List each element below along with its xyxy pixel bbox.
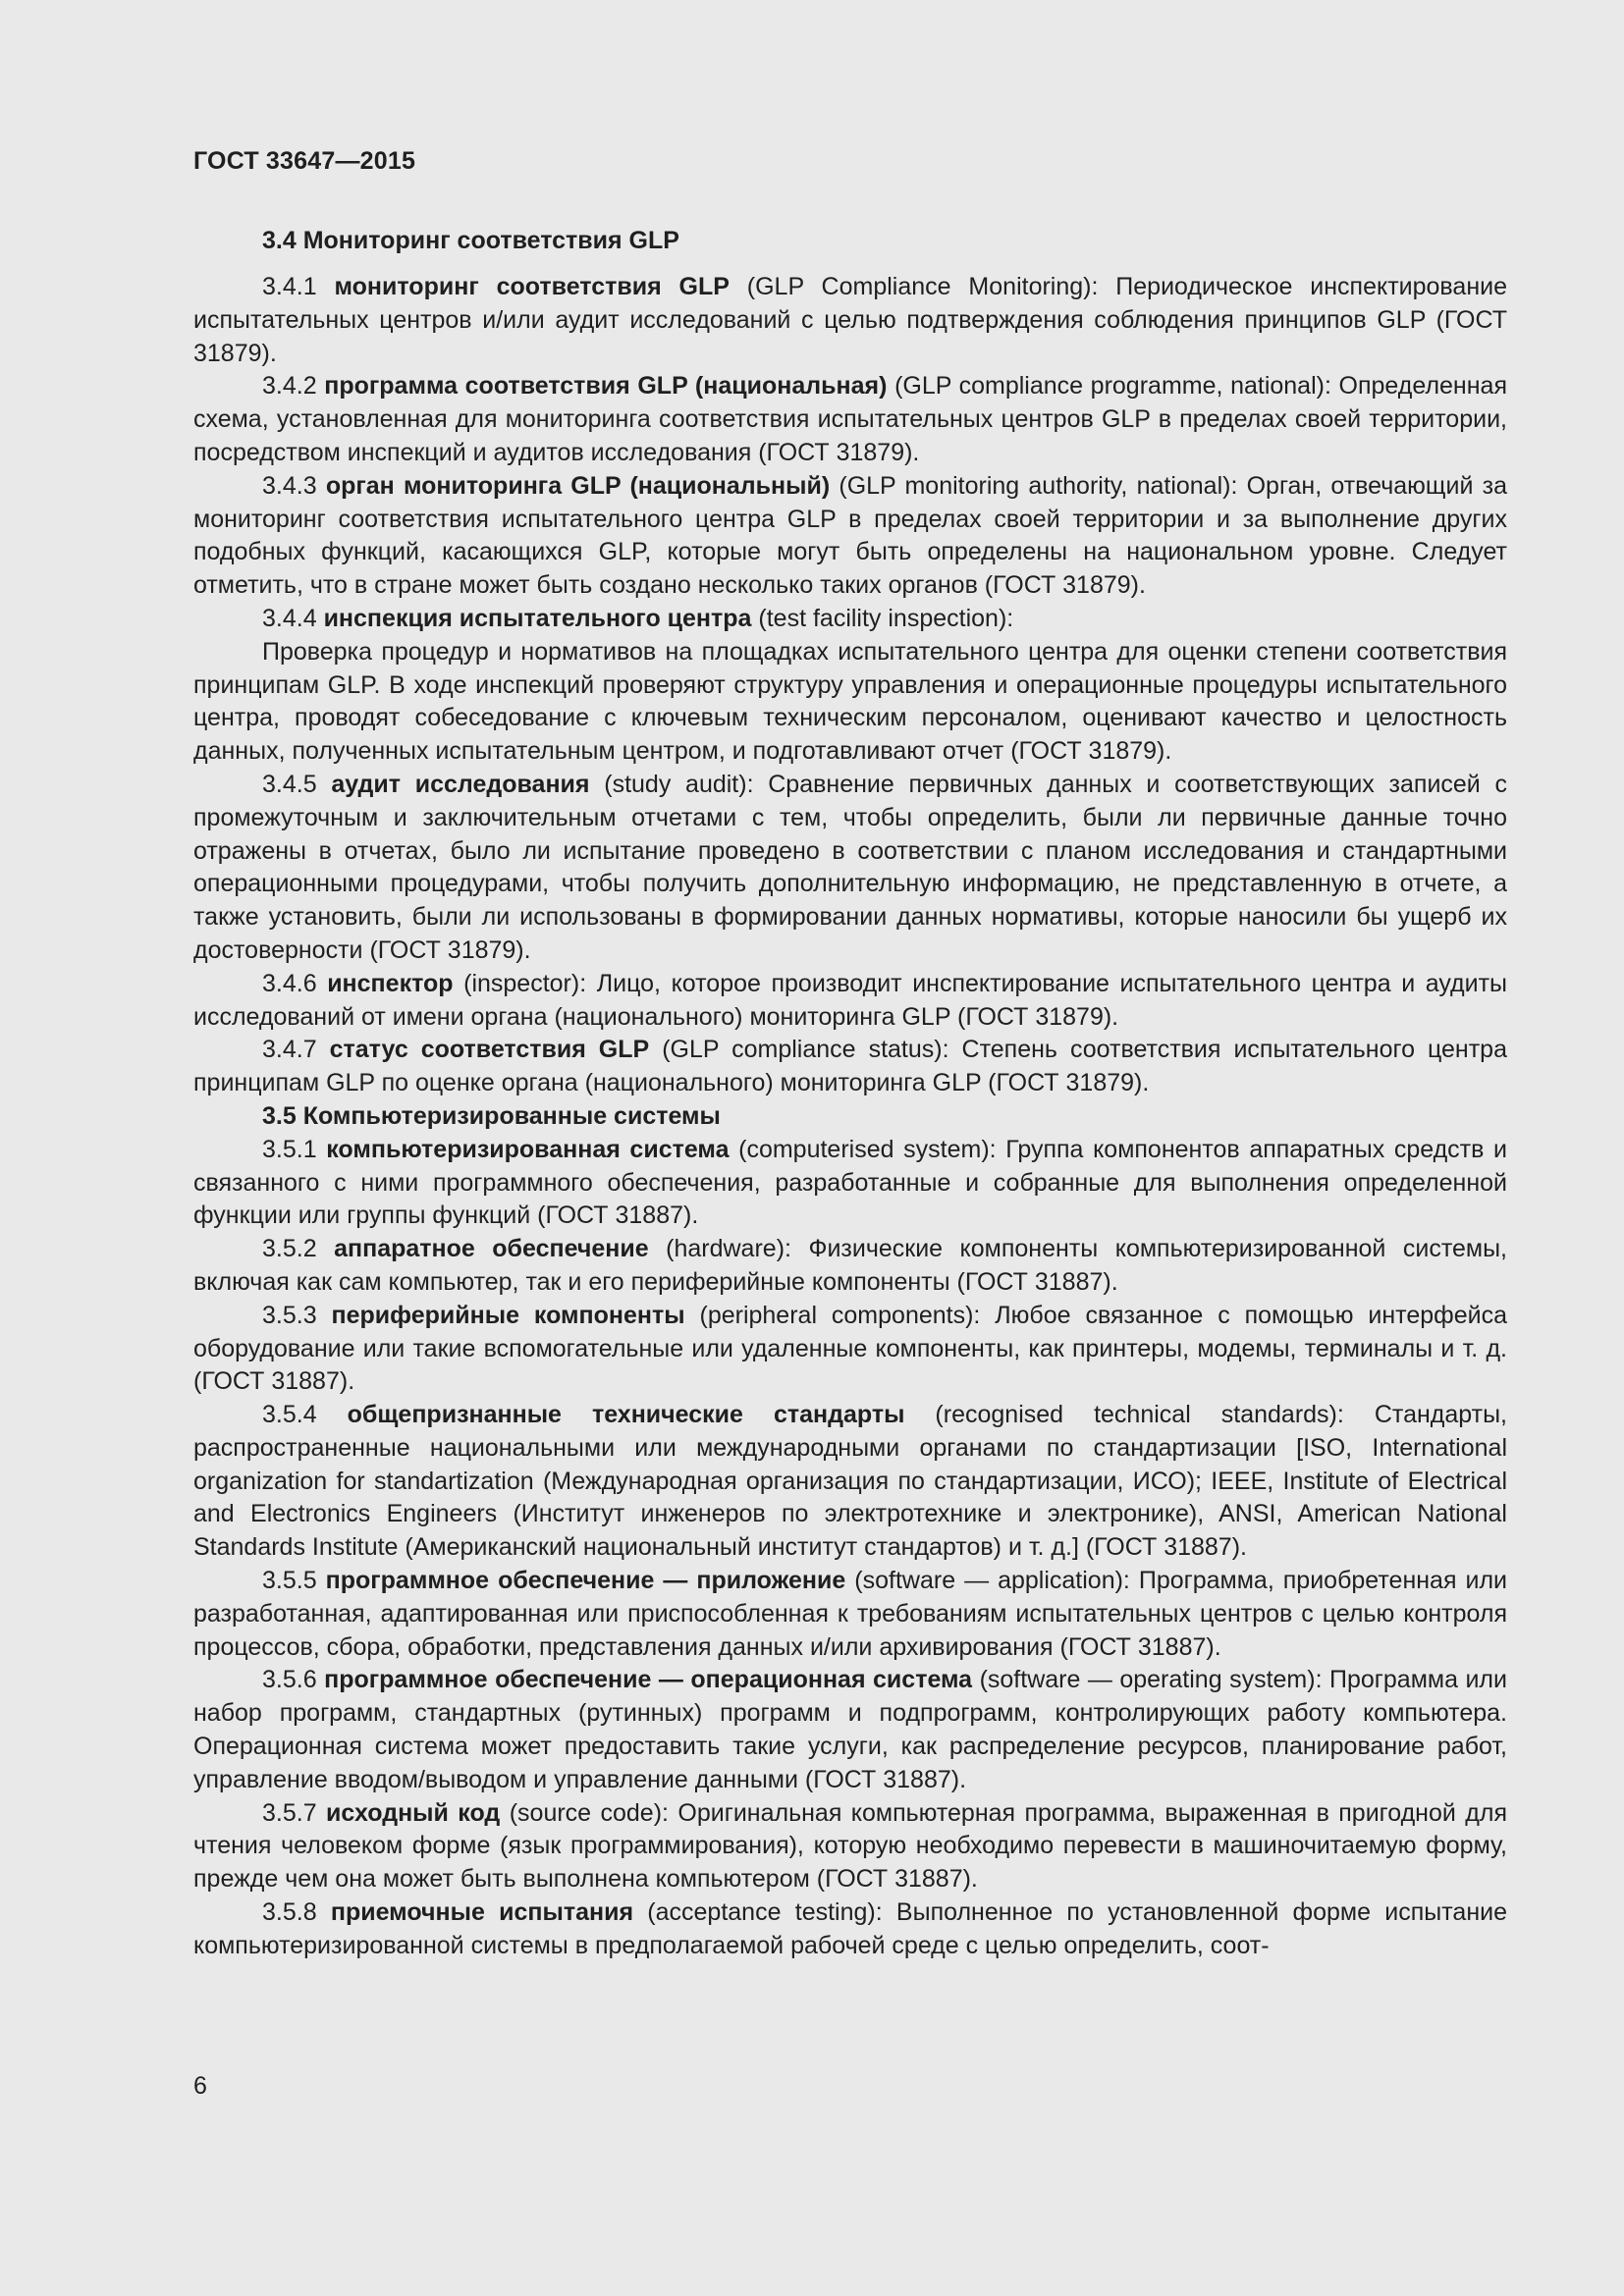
clause-3-5-4 bbox=[193, 1399, 1507, 1565]
clause-3-4-6 bbox=[193, 968, 1507, 1035]
page-number: 6 bbox=[193, 2072, 207, 2100]
clause-number: 3.4.3 bbox=[262, 471, 326, 500]
clause-text: (source code): Оригинальная компьютерная программа, выраженная в пригодной для чтения человеком форме (язык программирования), которую необходимо перевести в машиночитаемую форму, прежде чем она может быть выполнена компьютером (ГОСТ 31887). bbox=[193, 1798, 1507, 1894]
clause-term: инспектор bbox=[327, 969, 454, 997]
clause-number: 3.4.5 bbox=[262, 770, 332, 798]
clause-3-5-8 bbox=[193, 1896, 1507, 1963]
clause-3-4-1 bbox=[193, 271, 1507, 370]
section-3-5-title: 3.5 Компьютеризированные системы bbox=[262, 1101, 721, 1130]
document-header: ГОСТ 33647—2015 bbox=[193, 147, 416, 175]
clause-number: 3.4.2 bbox=[262, 372, 325, 400]
clause-term: компьютеризированная система bbox=[326, 1135, 730, 1163]
clause-number: 3.5.8 bbox=[262, 1898, 331, 1927]
clause-3-4-4 bbox=[193, 603, 1507, 636]
clause-term: исходный код bbox=[326, 1798, 501, 1827]
document-body bbox=[193, 271, 1507, 1963]
clause-3-4-5 bbox=[193, 769, 1507, 968]
clause-3-5-3 bbox=[193, 1300, 1507, 1399]
clause-3-5-6 bbox=[193, 1664, 1507, 1796]
clause-3-4-7 bbox=[193, 1034, 1507, 1100]
clause-text: (GLP compliance status): Степень соответствия испытательного центра принципам GLP по оценке органа (национального) мониторинга GLP (ГОСТ 31879). bbox=[193, 1036, 1507, 1097]
clause-text: (GLP Compliance Monitoring): Периодическое инспектирование испытательных центров и/или аудит исследований с целью подтверждения соблюдения принципов GLP (ГОСТ 31879). bbox=[193, 273, 1507, 367]
clause-term: инспекция испытательного центра bbox=[323, 604, 752, 632]
clause-number: 3.4.7 bbox=[262, 1036, 330, 1064]
clause-term: периферийные компоненты bbox=[331, 1301, 685, 1329]
clause-text: (computerised system): Группа компонентов аппаратных средств и связанного с ними программного обеспечения, разработанные и собранные для выполнения определенной функции или группы функций (ГОСТ 31887). bbox=[193, 1135, 1507, 1230]
clause-3-5-7 bbox=[193, 1797, 1507, 1896]
clause-number: 3.5.6 bbox=[262, 1666, 325, 1694]
clause-text: (peripheral components): Любое связанное с помощью интерфейса оборудование или такие вспомогательные или удаленные компоненты, как принтеры, модемы, терминалы и т. д. (ГОСТ 31887). bbox=[193, 1301, 1507, 1396]
clause-number: 3.5.3 bbox=[262, 1301, 332, 1329]
clause-text: (inspector): Лицо, которое производит инспектирование испытательного центра и аудиты исследований от имени органа (национального) мониторинга GLP (ГОСТ 31879). bbox=[193, 969, 1507, 1031]
section-3-4-title: 3.4 Мониторинг соответствия GLP bbox=[262, 227, 679, 254]
clause-3-4-4-continuation: Проверка процедур и нормативов на площадках испытательного центра для оценки степени соответствия принципам GLP. В ходе инспекций проверяют структуру управления и операционные процедуры испытательного центра, проводят собеседование с ключевым техническим персоналом, оценивают качество и целостность данных, полученных испытательным центром, и подготавливают отчет (ГОСТ 31879). bbox=[193, 637, 1507, 766]
clause-text: (software — application): Программа, приобретенная или разработанная, адаптированная или приспособленная к требованиям испытательных центров с целью контроля процессов, сбора, обработки, представления данных и/или архивирования (ГОСТ 31887). bbox=[193, 1567, 1507, 1661]
clause-term: общепризнанные технические стандарты bbox=[347, 1401, 905, 1429]
clause-term: программное обеспечение — операционная система bbox=[324, 1666, 973, 1694]
clause-term: аппаратное обеспечение bbox=[334, 1235, 649, 1263]
clause-number: 3.5.4 bbox=[262, 1401, 348, 1429]
clause-number: 3.4.6 bbox=[262, 969, 328, 997]
clause-number: 3.5.5 bbox=[262, 1567, 326, 1595]
clause-term: приемочные испытания bbox=[330, 1898, 634, 1927]
clause-text: (recognised technical standards): Стандарты, распространенные национальными или международными органами по стандартизации [ISO, International organization for standartization (Международная организация по стандартизации, ИСО); IEEE, Institute of Electrical and Electronics Engineers (Институт инженеров по электротехнике и электронике), ANSI, American National Standards Institute (Американский национальный институт стандартов) и т. д.] (ГОСТ 31887). bbox=[193, 1401, 1507, 1562]
clause-number: 3.4.1 bbox=[262, 273, 335, 300]
clause-text: (GLP monitoring authority, national): Орган, отвечающий за мониторинг соответствия испытательного центра GLP в пределах своей территории и за выполнение других подобных функций, касающихся GLP, которые могут быть определены на национальном уровне. Следует отметить, что в стране может быть создано несколько таких органов (ГОСТ 31879). bbox=[193, 471, 1507, 600]
clause-term: статус соответствия GLP bbox=[329, 1036, 650, 1064]
clause-term: мониторинг соответствия GLP bbox=[334, 273, 730, 300]
clause-3-5-1 bbox=[193, 1134, 1507, 1233]
clause-number: 3.5.7 bbox=[262, 1798, 327, 1827]
clause-term: программа соответствия GLP (национальная) bbox=[324, 372, 888, 400]
clause-text: (GLP compliance programme, national): Определенная схема, установленная для мониторинга соответствия испытательных центров GLP в пределах своей территории, посредством инспекций и аудитов исследования (ГОСТ 31879). bbox=[193, 372, 1507, 466]
clause-term: орган мониторинга GLP (национальный) bbox=[325, 471, 831, 500]
clause-3-4-3 bbox=[193, 470, 1507, 603]
clause-term: программное обеспечение — приложение bbox=[325, 1567, 846, 1595]
clause-number: 3.4.4 bbox=[262, 604, 324, 632]
clause-number: 3.5.1 bbox=[262, 1135, 327, 1163]
clause-term: аудит исследования bbox=[331, 770, 590, 798]
clause-3-5-2 bbox=[193, 1233, 1507, 1300]
clause-text: (test facility inspection): bbox=[751, 604, 1014, 632]
clause-text: (acceptance testing): Выполненное по установленной форме испытание компьютеризированной системы в предполагаемой рабочей среде с целью определить, соот- bbox=[193, 1898, 1507, 1959]
clause-text: (software — operating system): Программа или набор программ, стандартных (рутинных) программ и подпрограмм, контролирующих работу компьютера. Операционная система может предоставить такие услуги, как распределение ресурсов, планирование работ, управление вводом/выводом и управление данными (ГОСТ 31887). bbox=[193, 1666, 1507, 1793]
clause-number: 3.5.2 bbox=[262, 1235, 335, 1263]
clause-text: (hardware): Физические компоненты компьютеризированной системы, включая как сам компьютер, так и его периферийные компоненты (ГОСТ 31887). bbox=[193, 1235, 1507, 1296]
clause-text: (study audit): Сравнение первичных данных и соответствующих записей с промежуточным и заключительным отчетами с тем, чтобы определить, были ли первичные данные точно отражены в отчетах, было ли испытание проведено в соответствии с планом исследования и стандартными операционными процедурами, чтобы получить дополнительную информацию, не представленную в отчете, а также установить, были ли использованы в формировании данных нормативы, которые наносили бы ущерб их достоверности (ГОСТ 31879). bbox=[193, 770, 1507, 964]
clause-3-4-2 bbox=[193, 370, 1507, 469]
clause-3-5-5 bbox=[193, 1565, 1507, 1664]
